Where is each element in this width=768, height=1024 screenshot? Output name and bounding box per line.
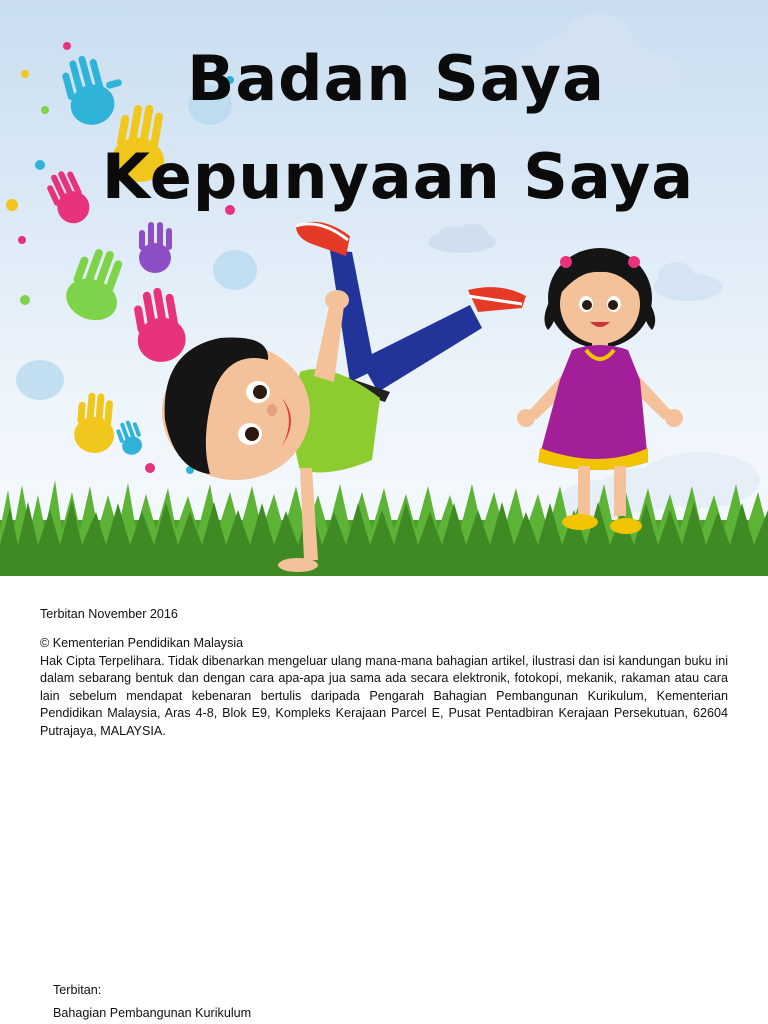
- copyright-notice: Hak Cipta Terpelihara. Tidak dibenarkan mengeluar ulang mana-mana bahagian artikel, ilustrasi dan isi kandungan buku ini dalam sebarang bentuk dan dengan cara apa-apa jua sama ada secara elektronik, fotokopi, mekanik, rakaman atau cara lain sebelum mendapat kebenaran bertulis daripada Pengarah Bahagian Pembangunan Kurikulum, Kementerian Pendidikan Malaysia, Aras 4-8, Blok E9, Kompleks Kerajaan Parcel E, Pusat Pentadbiran Kerajaan Persekutuan, 62604 Putrajaya, MALAYSIA.: [40, 653, 728, 738]
- publication-date: Terbitan November 2016: [40, 607, 178, 621]
- cloud-icon: [654, 262, 722, 301]
- copyright-block: [40, 635, 728, 741]
- copyright-holder: © Kementerian Pendidikan Malaysia: [40, 636, 244, 650]
- publisher-name: Bahagian Pembangunan Kurikulum: [53, 1006, 252, 1020]
- cover-title-line2: Kepunyaan Saya: [101, 140, 695, 213]
- cover-title-line1: Badan Saya: [187, 42, 605, 115]
- publisher-label: Terbitan:: [53, 983, 102, 997]
- cloud-icon: [428, 224, 496, 253]
